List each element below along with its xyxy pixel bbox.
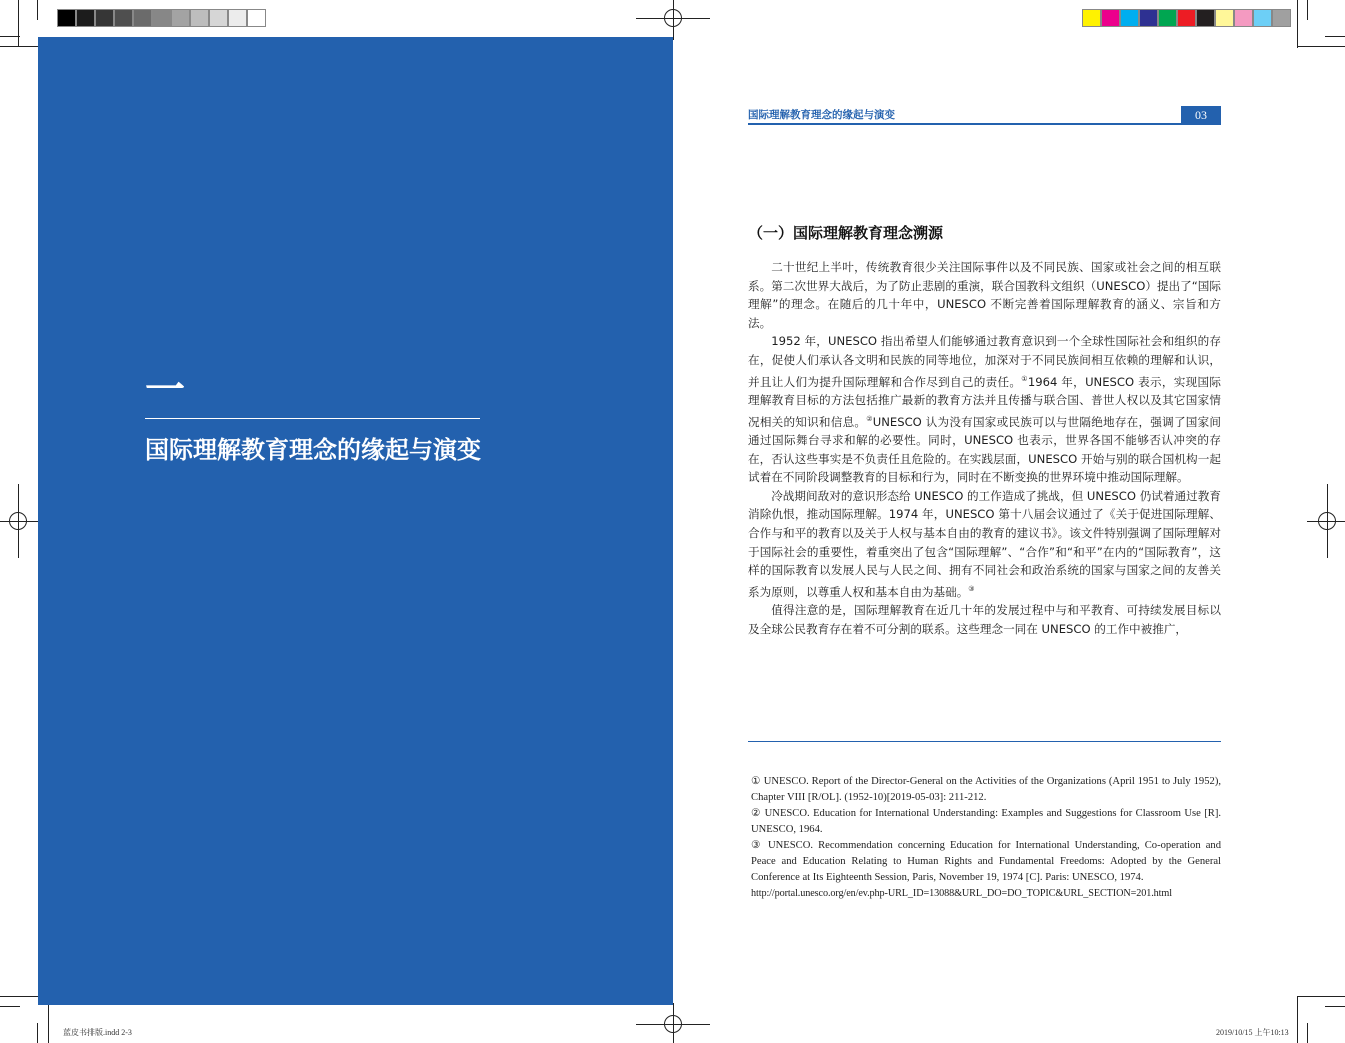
color-swatch (1101, 9, 1120, 27)
registration-mark-right (1318, 512, 1336, 530)
footnote: ② UNESCO. Education for International Understanding: Examples and Suggestions for Classroom Use [R]. UNESCO, 1964. (751, 808, 1221, 835)
color-swatch (209, 9, 228, 27)
footnote-rule (748, 741, 1221, 742)
footnote-ref: ③ (968, 584, 975, 593)
page-number: 03 (1181, 106, 1221, 124)
color-swatch (57, 9, 76, 27)
paragraph: 值得注意的是，国际理解教育在近几十年的发展过程中与和平教育、可持续发展目标以及全球公民教育存在着不可分割的联系。这些理念一同在 UNESCO 的工作中被推广， (748, 603, 1221, 636)
color-swatch (1082, 9, 1101, 27)
color-swatch (171, 9, 190, 27)
chapter-title-rule (145, 418, 480, 419)
color-swatch (76, 9, 95, 27)
color-swatch (1272, 9, 1291, 27)
color-swatch (1215, 9, 1234, 27)
footnote: ③ UNESCO. Recommendation concerning Education for International Understanding, Co-operation and Peace and Education Relating to Human Rights and Fundamental Freedoms: Adopted by the General Conference at Its Eighteenth Session, Paris, November 19, 1974 [C]. Paris: UNESCO, 1974. (751, 840, 1221, 883)
registration-mark-bottom (664, 1015, 682, 1033)
paragraph: 二十世纪上半叶，传统教育很少关注国际事件以及不同民族、国家或社会之间的相互联系。第二次世界大战后，为了防止悲剧的重演，联合国教科文组织（UNESCO）提出了“国际理解”的理念。在随后的几十年中，UNESCO 不断完善着国际理解教育的涵义、宗旨和方法。 (748, 260, 1221, 330)
registration-mark-left (9, 512, 27, 530)
paragraph: 冷战期间敌对的意识形态给 UNESCO 的工作造成了挑战，但 UNESCO 仍试着通过教育消除仇恨，推动国际理解。1974 年，UNESCO 第十八届会议通过了《关于促进国际理解、合作与和平的教育以及关于人权与基本自由的教育的建议书》。该文件特别强调了国际理解对于国际社会的重要性，着重突出了包含“国际理解”、“合作”和“和平”在内的“国际教育”，这样的国际教育以发展人民与人民之间、拥有不同社会和政治系统的国家与国家之间的友善关系为原则，以尊重人权和基本自由为基础。③ (748, 488, 1221, 599)
footnote-ref: ② (866, 414, 873, 423)
running-head: 国际理解教育理念的缘起与演变 (748, 109, 895, 121)
color-swatch (1120, 9, 1139, 27)
color-swatch (95, 9, 114, 27)
chapter-title: 国际理解教育理念的缘起与演变 (145, 436, 481, 464)
color-swatch (152, 9, 171, 27)
color-swatch (1253, 9, 1272, 27)
color-swatch (1177, 9, 1196, 27)
date-slug: 2019/10/15 上午10:13 (1216, 1028, 1289, 1037)
footnotes (751, 774, 1221, 902)
color-swatch (228, 9, 247, 27)
section-heading: （一）国际理解教育理念溯源 (748, 224, 944, 242)
color-swatch (247, 9, 266, 27)
color-swatch (133, 9, 152, 27)
footnote: ① UNESCO. Report of the Director-General on the Activities of the Organizations (April 1951 to July 1952), Chapter VIII [R/OL]. (1952-10)[2019-05-03]: 211-212. (751, 776, 1221, 803)
color-swatch (1196, 9, 1215, 27)
color-swatch (1234, 9, 1253, 27)
file-slug: 蓝皮书排版.indd 2-3 (63, 1028, 132, 1037)
color-swatch (1158, 9, 1177, 27)
color-swatch (190, 9, 209, 27)
header-rule (748, 123, 1221, 125)
chapter-opener-page (38, 37, 673, 1005)
paragraph: 1952 年，UNESCO 指出希望人们能够通过教育意识到一个全球性国际社会和组织的存在，促使人们承认各文明和民族的同等地位，加深对于不同民族间相互依赖的理解和认识，并且让人们为提升国际理解和合作尽到自己的责任。①1964 年，UNESCO 表示，实现国际理解教育目标的方法包括推广最新的教育方法并且传播与联合国、普世人权以及其它国家情况相关的知识和信息。②UNESCO 认为没有国家或民族可以与世隔绝地存在，强调了国家间通过国际舞台寻求和解的必要性。同时，UNESCO 也表示，世界各国不能够否认冲突的存在，否认这些事实是不负责任且危险的。在实践层面，UNESCO 开始与别的联合国机构一起试着在不同阶段调整教育的目标和行为，同时在不断变换的世界环境中推动国际理解。 (748, 334, 1221, 485)
footnote-ref: ① (1021, 374, 1028, 383)
footnote-url: http://portal.unesco.org/en/ev.php-URL_ID=13088&URL_DO=DO_TOPIC&URL_SECTION=201.html (751, 888, 1172, 899)
chapter-number: 一 (145, 367, 185, 413)
color-swatch (1139, 9, 1158, 27)
registration-mark-top (664, 9, 682, 27)
body-text (748, 258, 1221, 638)
color-swatch (114, 9, 133, 27)
